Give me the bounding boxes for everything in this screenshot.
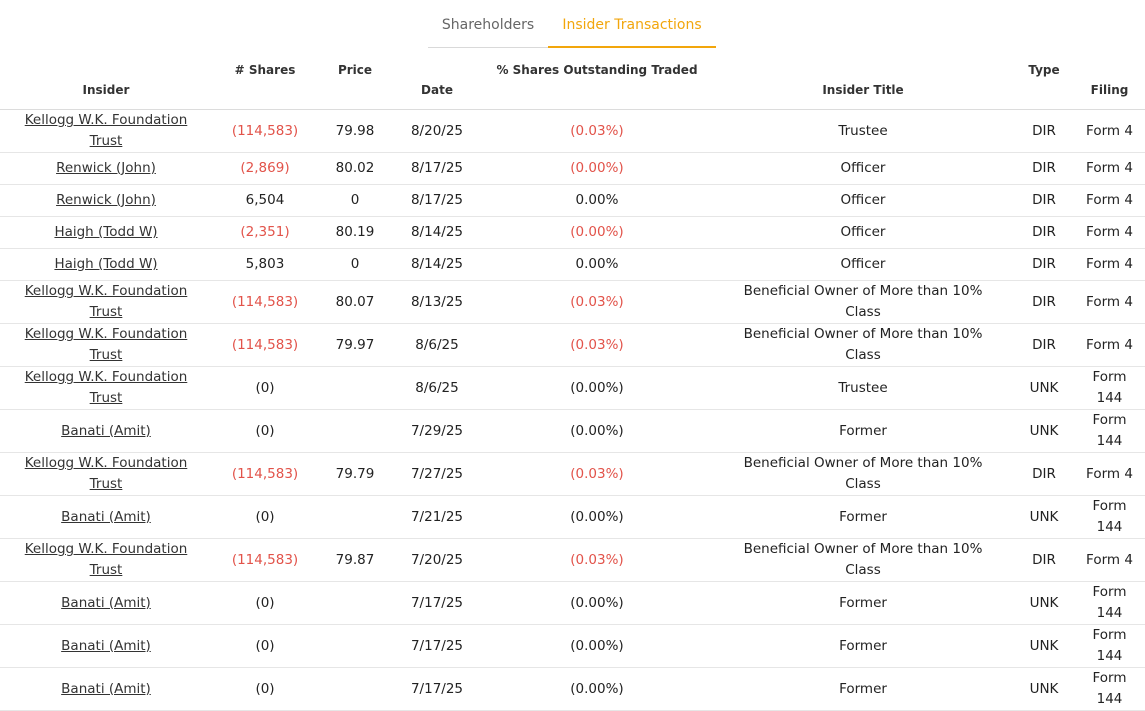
filing-text: Form bbox=[1092, 584, 1127, 600]
insider-title-text: Beneficial Owner of More than 10% bbox=[743, 541, 983, 557]
price-value-cell bbox=[318, 217, 392, 249]
filing-cell bbox=[1074, 110, 1145, 153]
table-row bbox=[0, 410, 1145, 453]
table-row bbox=[0, 453, 1145, 496]
insider-title-cell bbox=[712, 453, 1014, 496]
table-row bbox=[0, 539, 1145, 582]
filing-cell bbox=[1074, 539, 1145, 582]
filing-text: Form bbox=[1092, 498, 1127, 514]
insider-name-link[interactable]: Trust bbox=[89, 133, 123, 149]
insider-title-text: Beneficial Owner of More than 10% bbox=[743, 283, 983, 299]
insider-title-cell bbox=[712, 110, 1014, 153]
type-value-cell bbox=[1014, 625, 1074, 668]
insider-title-text: Officer bbox=[840, 224, 886, 240]
shares-value-cell bbox=[212, 281, 318, 324]
insider-name-link[interactable]: Kellogg W.K. Foundation bbox=[24, 326, 188, 342]
table-row bbox=[0, 110, 1145, 153]
date-value-cell bbox=[392, 153, 482, 185]
tab-insider-transactions[interactable]: Insider Transactions bbox=[548, 0, 716, 48]
filing-cell bbox=[1074, 668, 1145, 711]
shares-value-cell bbox=[212, 153, 318, 185]
insider-name-link[interactable]: Trust bbox=[89, 562, 123, 578]
date-value: 8/17/25 bbox=[410, 160, 464, 176]
insider-name-link[interactable]: Trust bbox=[89, 390, 123, 406]
filing-text: Form 4 bbox=[1086, 160, 1133, 176]
type-value-cell bbox=[1014, 217, 1074, 249]
price-value-cell bbox=[318, 496, 392, 539]
insider-name-link[interactable]: Banati (Amit) bbox=[61, 637, 151, 654]
insider-name-link[interactable]: Kellogg W.K. Foundation bbox=[24, 112, 188, 128]
shares-value-cell bbox=[212, 324, 318, 367]
insider-title-text: Former bbox=[839, 594, 887, 611]
date-value-cell bbox=[392, 185, 482, 217]
filing-cell bbox=[1074, 249, 1145, 281]
date-value: 8/6/25 bbox=[415, 336, 459, 353]
date-value: 8/6/25 bbox=[415, 379, 459, 396]
pct-traded-value-cell bbox=[482, 217, 712, 249]
shares-value-cell bbox=[212, 185, 318, 217]
date-value: 7/29/25 bbox=[410, 422, 464, 439]
date-value-cell bbox=[392, 668, 482, 711]
column-header-insider[interactable]: Insider bbox=[0, 58, 212, 110]
shares-value: (2,351) bbox=[240, 224, 290, 240]
date-value-cell bbox=[392, 453, 482, 496]
insider-title-text: Class bbox=[845, 347, 881, 363]
insider-title-text: Trustee bbox=[838, 379, 888, 396]
insider-cell bbox=[0, 367, 212, 410]
shares-value-cell bbox=[212, 582, 318, 625]
insider-cell bbox=[0, 217, 212, 249]
date-value-cell bbox=[392, 539, 482, 582]
type-value-cell bbox=[1014, 110, 1074, 153]
pct-traded-value-cell bbox=[482, 281, 712, 324]
date-value-cell bbox=[392, 324, 482, 367]
insider-title-cell bbox=[712, 249, 1014, 281]
insider-title-text: Trustee bbox=[838, 122, 888, 139]
shares-value: (114,583) bbox=[231, 122, 299, 139]
insider-title-cell bbox=[712, 217, 1014, 249]
date-value: 7/17/25 bbox=[410, 594, 464, 611]
type-value-cell bbox=[1014, 185, 1074, 217]
insider-cell bbox=[0, 625, 212, 668]
insider-name-link[interactable]: Banati (Amit) bbox=[61, 594, 151, 611]
pct-traded-value-cell bbox=[482, 496, 712, 539]
insider-name-link[interactable]: Kellogg W.K. Foundation bbox=[24, 369, 188, 385]
type-value: DIR bbox=[1032, 465, 1056, 482]
shares-value: (0) bbox=[255, 637, 275, 654]
type-value: DIR bbox=[1032, 336, 1056, 353]
table-row bbox=[0, 668, 1145, 711]
column-header-price[interactable]: Price bbox=[318, 58, 392, 110]
insider-title-text: Class bbox=[845, 562, 881, 578]
date-value-cell bbox=[392, 410, 482, 453]
shares-value: (0) bbox=[255, 379, 275, 396]
date-value-cell bbox=[392, 249, 482, 281]
filing-text: Form 4 bbox=[1086, 192, 1133, 208]
shares-value-cell bbox=[212, 410, 318, 453]
shares-value-cell bbox=[212, 453, 318, 496]
price-value: 80.02 bbox=[335, 160, 375, 176]
tab-shareholders[interactable]: Shareholders bbox=[428, 0, 548, 48]
pct-traded-value-cell bbox=[482, 582, 712, 625]
table-row bbox=[0, 324, 1145, 367]
type-value: UNK bbox=[1029, 422, 1059, 439]
table-row bbox=[0, 625, 1145, 668]
shares-value: (114,583) bbox=[231, 551, 299, 568]
insider-cell bbox=[0, 324, 212, 367]
table-row bbox=[0, 582, 1145, 625]
filing-cell bbox=[1074, 217, 1145, 249]
insider-cell bbox=[0, 185, 212, 217]
type-value: UNK bbox=[1029, 680, 1059, 697]
price-value-cell bbox=[318, 625, 392, 668]
type-value-cell bbox=[1014, 539, 1074, 582]
insider-cell bbox=[0, 110, 212, 153]
price-value-cell bbox=[318, 539, 392, 582]
filing-text: Form 4 bbox=[1086, 336, 1133, 353]
type-value-cell bbox=[1014, 153, 1074, 185]
pct-traded-value: (0.00%) bbox=[570, 680, 624, 697]
type-value: DIR bbox=[1032, 256, 1056, 272]
pct-traded-value-cell bbox=[482, 324, 712, 367]
column-header-pct-traded[interactable]: % Shares Outstanding Traded bbox=[482, 58, 712, 110]
pct-traded-value: 0.00% bbox=[575, 192, 619, 208]
type-value: DIR bbox=[1032, 192, 1056, 208]
price-value-cell bbox=[318, 367, 392, 410]
insider-title-cell bbox=[712, 281, 1014, 324]
date-value-cell bbox=[392, 367, 482, 410]
filing-cell bbox=[1074, 324, 1145, 367]
filing-text: 144 bbox=[1096, 648, 1123, 664]
date-value: 8/17/25 bbox=[410, 192, 464, 208]
pct-traded-value: (0.00%) bbox=[570, 594, 624, 611]
shares-value: (2,869) bbox=[240, 160, 290, 176]
filing-cell bbox=[1074, 281, 1145, 324]
date-value-cell bbox=[392, 496, 482, 539]
date-value: 8/13/25 bbox=[410, 293, 464, 310]
pct-traded-value: (0.00%) bbox=[570, 637, 624, 654]
date-value: 7/27/25 bbox=[410, 465, 464, 482]
date-value: 7/17/25 bbox=[410, 637, 464, 654]
pct-traded-value: (0.03%) bbox=[570, 336, 624, 353]
filing-cell bbox=[1074, 367, 1145, 410]
date-value-cell bbox=[392, 217, 482, 249]
insider-title-text: Former bbox=[839, 422, 887, 439]
price-value-cell bbox=[318, 153, 392, 185]
insider-title-text: Beneficial Owner of More than 10% bbox=[743, 326, 983, 342]
tab-bar bbox=[428, 0, 716, 49]
type-value-cell bbox=[1014, 496, 1074, 539]
pct-traded-value-cell bbox=[482, 453, 712, 496]
type-value: DIR bbox=[1032, 224, 1056, 240]
filing-text: Form bbox=[1092, 627, 1127, 643]
insider-name-link[interactable]: Renwick (John) bbox=[56, 192, 156, 208]
filing-text: Form 4 bbox=[1086, 293, 1133, 310]
shares-value-cell bbox=[212, 496, 318, 539]
date-value-cell bbox=[392, 625, 482, 668]
type-value: DIR bbox=[1032, 551, 1056, 568]
pct-traded-value-cell bbox=[482, 668, 712, 711]
column-header-shares[interactable]: # Shares bbox=[212, 58, 318, 110]
insider-cell bbox=[0, 582, 212, 625]
filing-cell bbox=[1074, 582, 1145, 625]
pct-traded-value-cell bbox=[482, 625, 712, 668]
table-header-row bbox=[0, 58, 1145, 110]
price-value: 0 bbox=[350, 192, 360, 208]
type-value-cell bbox=[1014, 582, 1074, 625]
insider-name-link[interactable]: Banati (Amit) bbox=[61, 508, 151, 525]
pct-traded-value: (0.00%) bbox=[570, 422, 624, 439]
insider-name-link[interactable]: Haigh (Todd W) bbox=[54, 256, 158, 272]
shares-value: (114,583) bbox=[231, 293, 299, 310]
pct-traded-value: 0.00% bbox=[575, 256, 619, 272]
insider-name-link[interactable]: Renwick (John) bbox=[56, 160, 156, 176]
price-value-cell bbox=[318, 185, 392, 217]
pct-traded-value: (0.03%) bbox=[570, 122, 624, 139]
type-value: DIR bbox=[1032, 160, 1056, 176]
insider-title-cell bbox=[712, 367, 1014, 410]
type-value-cell bbox=[1014, 249, 1074, 281]
pct-traded-value: (0.00%) bbox=[570, 508, 624, 525]
insider-name-link[interactable]: Banati (Amit) bbox=[61, 680, 151, 697]
insider-cell bbox=[0, 249, 212, 281]
filing-text: Form bbox=[1092, 412, 1127, 428]
price-value-cell bbox=[318, 582, 392, 625]
pct-traded-value: (0.03%) bbox=[570, 551, 624, 568]
price-value-cell bbox=[318, 410, 392, 453]
date-value-cell bbox=[392, 110, 482, 153]
price-value: 79.87 bbox=[335, 551, 375, 568]
table-row bbox=[0, 367, 1145, 410]
table-body bbox=[0, 110, 1145, 711]
insider-title-text: Former bbox=[839, 637, 887, 654]
shares-value-cell bbox=[212, 668, 318, 711]
shares-value: (0) bbox=[255, 508, 275, 525]
table-row bbox=[0, 153, 1145, 185]
date-value: 7/20/25 bbox=[410, 551, 464, 568]
filing-text: Form 4 bbox=[1086, 551, 1133, 568]
filing-text: Form 4 bbox=[1086, 465, 1133, 482]
shares-value-cell bbox=[212, 539, 318, 582]
shares-value: (0) bbox=[255, 680, 275, 697]
insider-title-cell bbox=[712, 153, 1014, 185]
pct-traded-value-cell bbox=[482, 249, 712, 281]
price-value-cell bbox=[318, 281, 392, 324]
filing-cell bbox=[1074, 153, 1145, 185]
price-value: 79.97 bbox=[335, 336, 375, 353]
filing-text: 144 bbox=[1096, 390, 1123, 406]
insider-name-link[interactable]: Banati (Amit) bbox=[61, 422, 151, 439]
type-value: DIR bbox=[1032, 293, 1056, 310]
shares-value-cell bbox=[212, 249, 318, 281]
filing-text: 144 bbox=[1096, 605, 1123, 621]
date-value: 8/14/25 bbox=[410, 256, 464, 272]
insider-cell bbox=[0, 668, 212, 711]
type-value: UNK bbox=[1029, 637, 1059, 654]
insider-title-cell bbox=[712, 185, 1014, 217]
insider-title-cell bbox=[712, 668, 1014, 711]
pct-traded-value-cell bbox=[482, 410, 712, 453]
insider-cell bbox=[0, 153, 212, 185]
date-value: 8/20/25 bbox=[410, 122, 464, 139]
shares-value-cell bbox=[212, 367, 318, 410]
insider-title-text: Officer bbox=[840, 256, 886, 272]
pct-traded-value: (0.03%) bbox=[570, 293, 624, 310]
insider-name-link[interactable]: Kellogg W.K. Foundation bbox=[24, 541, 188, 557]
insider-transactions-table bbox=[0, 58, 1145, 711]
type-value: UNK bbox=[1029, 594, 1059, 611]
insider-name-link[interactable]: Trust bbox=[89, 476, 123, 492]
filing-cell bbox=[1074, 625, 1145, 668]
insider-cell bbox=[0, 496, 212, 539]
date-value: 8/14/25 bbox=[410, 224, 464, 240]
insider-cell bbox=[0, 410, 212, 453]
shares-value: (114,583) bbox=[231, 465, 299, 482]
filing-text: Form 4 bbox=[1086, 224, 1133, 240]
type-value-cell bbox=[1014, 367, 1074, 410]
filing-text: Form 4 bbox=[1086, 256, 1133, 272]
filing-text: 144 bbox=[1096, 519, 1123, 535]
insider-name-link[interactable]: Kellogg W.K. Foundation bbox=[24, 455, 188, 471]
shares-value: 5,803 bbox=[245, 256, 285, 272]
shares-value: (0) bbox=[255, 594, 275, 611]
filing-text: 144 bbox=[1096, 433, 1123, 449]
insider-cell bbox=[0, 281, 212, 324]
pct-traded-value: (0.00%) bbox=[570, 379, 624, 396]
insider-name-link[interactable]: Trust bbox=[89, 347, 123, 363]
price-value-cell bbox=[318, 110, 392, 153]
type-value-cell bbox=[1014, 281, 1074, 324]
shares-value: (114,583) bbox=[231, 336, 299, 353]
insider-title-text: Officer bbox=[840, 160, 886, 176]
insider-title-cell bbox=[712, 625, 1014, 668]
column-header-insider-title[interactable]: Insider Title bbox=[712, 58, 1014, 110]
insider-title-cell bbox=[712, 496, 1014, 539]
pct-traded-value-cell bbox=[482, 539, 712, 582]
insider-title-text: Class bbox=[845, 304, 881, 320]
insider-title-cell bbox=[712, 324, 1014, 367]
insider-title-text: Former bbox=[839, 680, 887, 697]
price-value-cell bbox=[318, 668, 392, 711]
filing-text: Form bbox=[1092, 670, 1127, 686]
shares-value: 6,504 bbox=[245, 192, 285, 208]
price-value: 80.19 bbox=[335, 224, 375, 240]
pct-traded-value: (0.00%) bbox=[570, 160, 624, 176]
type-value-cell bbox=[1014, 453, 1074, 496]
insider-title-cell bbox=[712, 539, 1014, 582]
type-value: UNK bbox=[1029, 379, 1059, 396]
pct-traded-value-cell bbox=[482, 153, 712, 185]
price-value-cell bbox=[318, 453, 392, 496]
filing-text: Form bbox=[1092, 369, 1127, 385]
column-header-filing[interactable]: Filing bbox=[1074, 58, 1145, 110]
insider-title-text: Officer bbox=[840, 192, 886, 208]
price-value: 79.98 bbox=[335, 122, 375, 139]
insider-title-text: Former bbox=[839, 508, 887, 525]
shares-value-cell bbox=[212, 625, 318, 668]
column-header-date[interactable]: Date bbox=[392, 58, 482, 110]
table-row bbox=[0, 281, 1145, 324]
type-value: UNK bbox=[1029, 508, 1059, 525]
type-value-cell bbox=[1014, 410, 1074, 453]
date-value: 7/21/25 bbox=[410, 508, 464, 525]
table-row bbox=[0, 249, 1145, 281]
insider-title-text: Beneficial Owner of More than 10% bbox=[743, 455, 983, 471]
pct-traded-value-cell bbox=[482, 110, 712, 153]
pct-traded-value-cell bbox=[482, 185, 712, 217]
price-value: 80.07 bbox=[335, 293, 375, 310]
insider-title-cell bbox=[712, 582, 1014, 625]
price-value: 0 bbox=[350, 256, 360, 272]
column-header-type[interactable]: Type bbox=[1014, 58, 1074, 110]
price-value-cell bbox=[318, 324, 392, 367]
insider-name-link[interactable]: Kellogg W.K. Foundation bbox=[24, 283, 188, 299]
insider-transactions-table-container bbox=[0, 58, 1145, 711]
date-value-cell bbox=[392, 582, 482, 625]
insider-title-text: Class bbox=[845, 476, 881, 492]
price-value-cell bbox=[318, 249, 392, 281]
table-row bbox=[0, 185, 1145, 217]
pct-traded-value-cell bbox=[482, 367, 712, 410]
filing-text: 144 bbox=[1096, 691, 1123, 707]
filing-cell bbox=[1074, 496, 1145, 539]
price-value: 79.79 bbox=[335, 465, 375, 482]
type-value: DIR bbox=[1032, 122, 1056, 139]
filing-cell bbox=[1074, 453, 1145, 496]
shares-value-cell bbox=[212, 110, 318, 153]
pct-traded-value: (0.00%) bbox=[570, 224, 624, 240]
date-value: 7/17/25 bbox=[410, 680, 464, 697]
insider-title-cell bbox=[712, 410, 1014, 453]
insider-cell bbox=[0, 539, 212, 582]
type-value-cell bbox=[1014, 668, 1074, 711]
pct-traded-value: (0.03%) bbox=[570, 465, 624, 482]
filing-text: Form 4 bbox=[1086, 122, 1133, 139]
shares-value-cell bbox=[212, 217, 318, 249]
table-row bbox=[0, 217, 1145, 249]
table-row bbox=[0, 496, 1145, 539]
insider-name-link[interactable]: Trust bbox=[89, 304, 123, 320]
insider-cell bbox=[0, 453, 212, 496]
type-value-cell bbox=[1014, 324, 1074, 367]
insider-name-link[interactable]: Haigh (Todd W) bbox=[54, 224, 158, 240]
filing-cell bbox=[1074, 185, 1145, 217]
date-value-cell bbox=[392, 281, 482, 324]
filing-cell bbox=[1074, 410, 1145, 453]
shares-value: (0) bbox=[255, 422, 275, 439]
